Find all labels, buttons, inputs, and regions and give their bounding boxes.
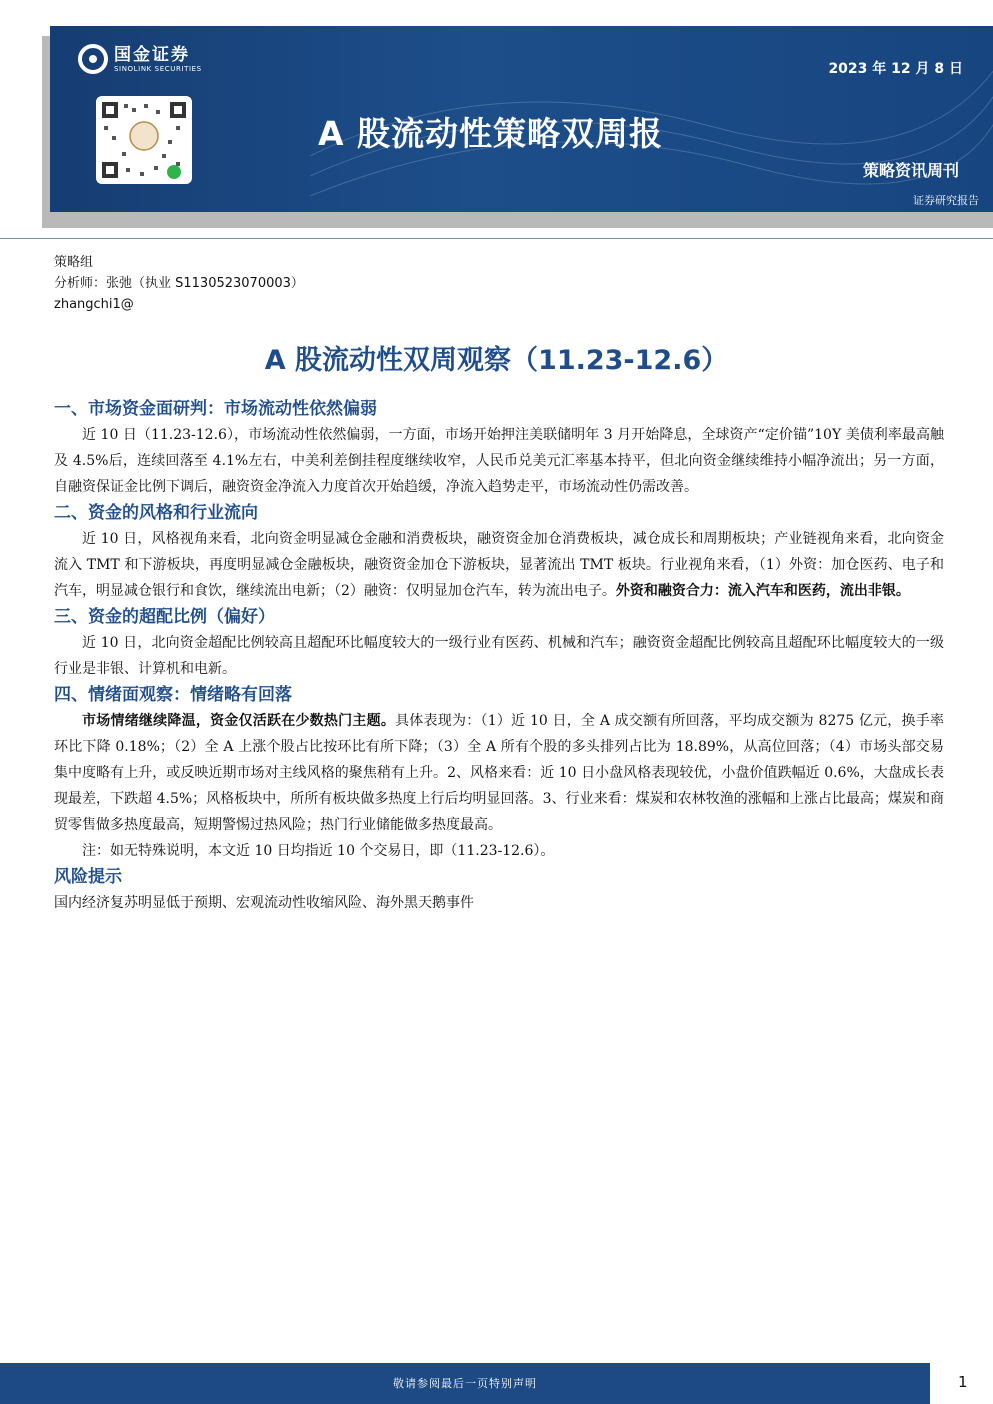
logo-circle-icon [78, 44, 108, 74]
risk-heading: 风险提示 [54, 867, 122, 887]
section-paragraph-1: 近 10 日（11.23-12.6），市场流动性依然偏弱，一方面，市场开始押注美联储明年 3 月开始降息，全球资产“定价锚”10Y 美债利率最高触及 4.5%后，连续回落至 4.1%左右，中美利差倒挂程度继续收窄，人民币兑美元汇率基本持平，但北向资金继续维持小幅净流出；另一方面，自融资保证金比例下调后，融资资金净流入力度首次开始趋缓，净流入趋势走平，市场流动性仍需改善。 [54, 427, 944, 495]
company-logo [78, 44, 202, 74]
section-heading-1: 一、市场资金面研判：市场流动性依然偏弱 [54, 399, 377, 419]
page-footer [0, 1363, 993, 1404]
team-name: 策略组 [54, 255, 94, 270]
analyst-name: 分析师：张弛（执业 S1130523070003） [54, 276, 304, 291]
section-note: 注：如无特殊说明，本文近 10 日均指近 10 个交易日，即（11.23-12.6）。 [82, 843, 555, 859]
section-heading-2: 二、资金的风格和行业流向 [54, 503, 258, 523]
section-heading-3: 三、资金的超配比例（偏好） [54, 607, 275, 627]
section-paragraph-4 [54, 708, 944, 838]
qr-code-icon [96, 96, 192, 184]
report-date: 2023 年 12 月 8 日 [828, 61, 963, 77]
section-4-highlight: 市场情绪继续降温，资金仅活跃在少数热门主题。 [82, 713, 396, 729]
document-title: A 股流动性双周观察（11.23-12.6） [264, 345, 729, 376]
logo-name-cn: 国金证券 [114, 44, 190, 65]
section-2-highlight: 外资和融资合力：流入汽车和医药，流出非银。 [615, 583, 910, 599]
section-2-text: 近 10 日，风格视角来看，北向资金明显减仓金融和消费板块，融资资金加仓消费板块，减仓成长和周期板块；产业链视角来看，北向资金流入 TMT 和下游板块，再度明显减仓金融板块，融资资金加仓下游板块，显著流出 TMT 板块。行业视角来看，（1）外资：加仓医药、电子和汽车，明显减仓银行和食饮，继续流出电新；（2）融资：仅明显加仓汽车，转为流出电子。 [54, 531, 944, 599]
report-body [54, 396, 944, 916]
report-type: 策略资讯周刊 [862, 161, 959, 180]
qr-code [96, 96, 192, 184]
logo-name-en: SINOLINK SECURITIES [114, 64, 202, 73]
risk-text: 国内经济复苏明显低于预期、宏观流动性收缩风险、海外黑天鹅事件 [54, 895, 474, 911]
analyst-email: zhangchi1@ [54, 297, 134, 312]
report-subtype: 证券研究报告 [913, 194, 979, 207]
banner-title: A 股流动性策略双周报 [318, 114, 664, 153]
section-4-text: 具体表现为：（1）近 10 日，全 A 成交额有所回落，平均成交额为 8275 亿元，换手率环比下降 0.18%；（2）全 A 上涨个股占比按环比有所下降；（3）全 A 所有个股的多头排列占比为 18.89%，从高位回落；（4）市场头部交易集中度略有上升，或反映近期市场对主线风格的聚焦稍有上升。2、风格来看：近 10 日小盘风格表现较优，小盘价值跌幅近 0.6%，大盘成长表现最差，下跌超 4.5%；风格板块中，所所有板块做多热度上行后均明显回落。3、行业来看：煤炭和农林牧渔的涨幅和上涨占比最高；煤炭和商贸零售做多热度最高，短期警惕过热风险；热门行业储能做多热度最高。 [54, 713, 944, 833]
footer-disclaimer: 敬请参阅最后一页特别声明 [393, 1377, 537, 1390]
header-divider [0, 238, 993, 239]
section-paragraph-2 [54, 526, 944, 604]
section-heading-4: 四、情绪面观察：情绪略有回落 [54, 685, 292, 705]
page-number: 1 [958, 1373, 968, 1391]
section-paragraph-3: 近 10 日，北向资金超配比例较高且超配环比幅度较大的一级行业有医药、机械和汽车；融资资金超配比例较高且超配环比幅度较大的一级行业是非银、计算机和电新。 [54, 635, 944, 677]
author-info [54, 252, 304, 315]
